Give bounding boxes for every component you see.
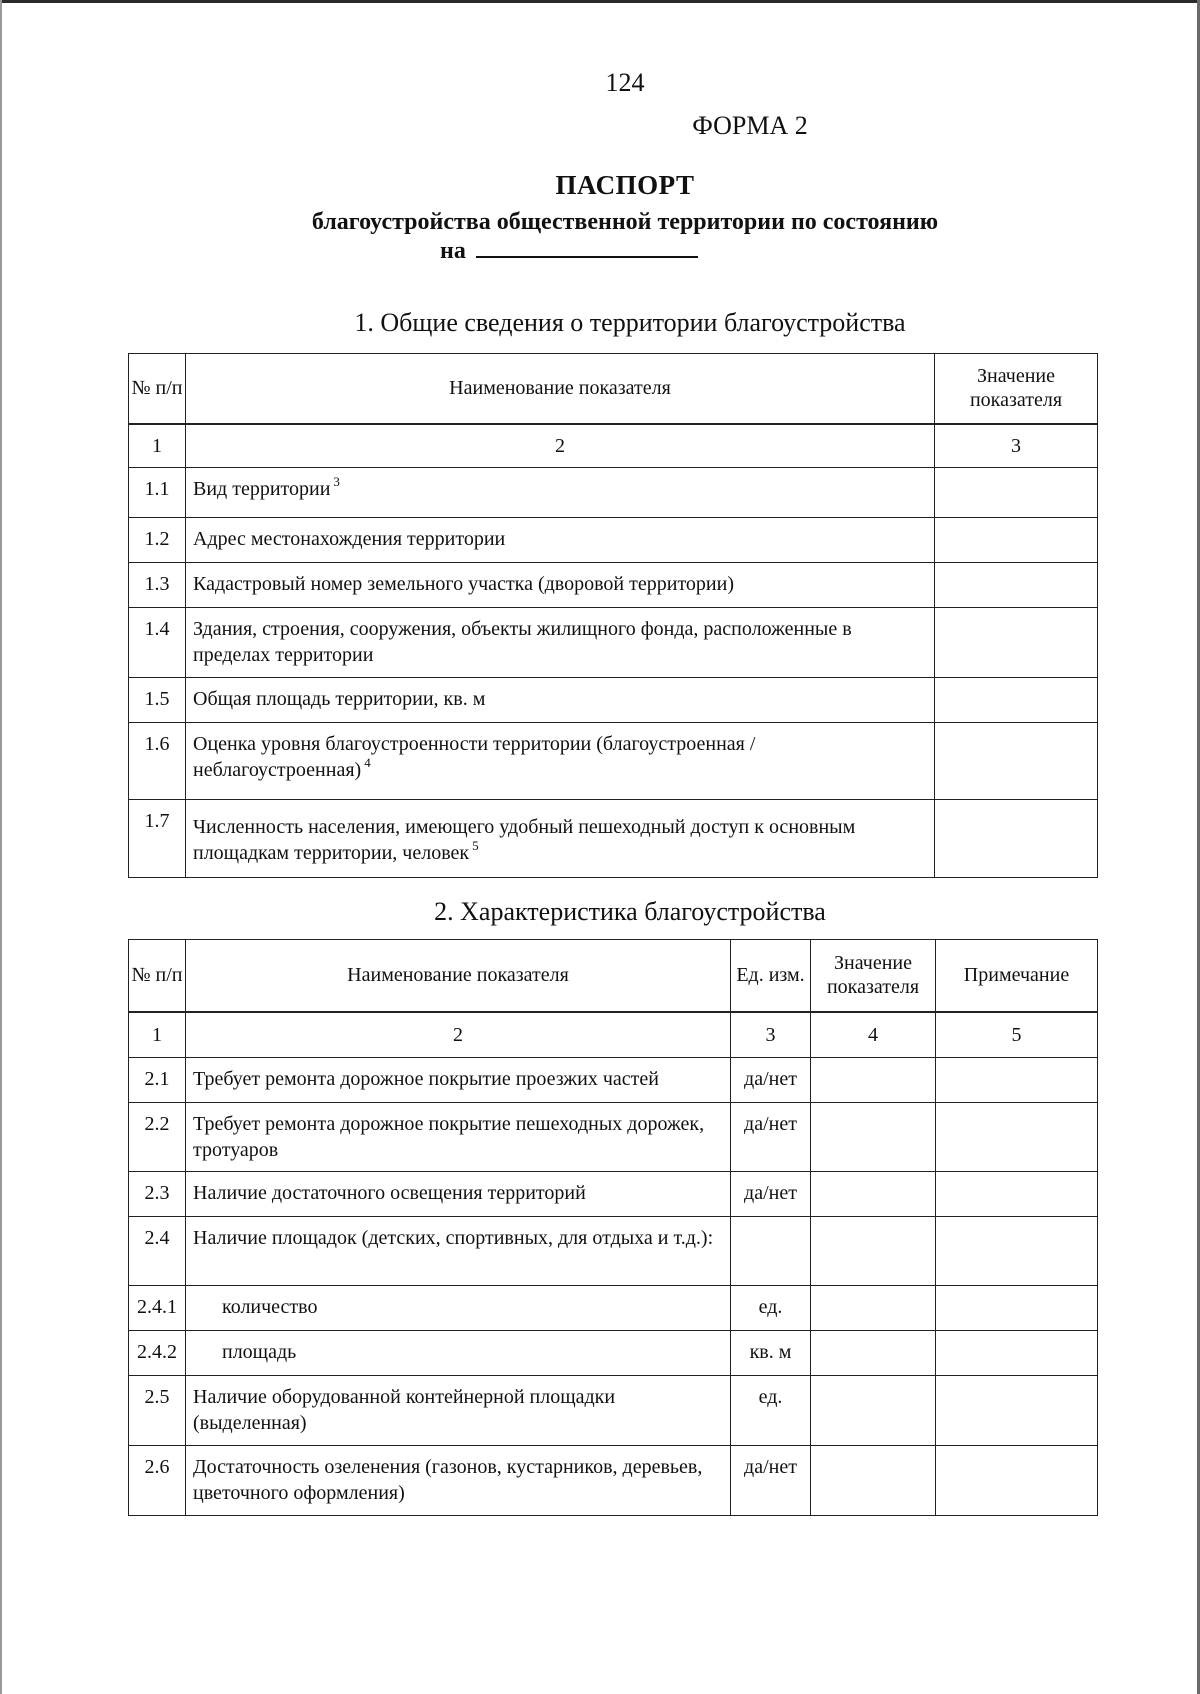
row-indicator: [186, 723, 935, 800]
date-prefix: на: [440, 238, 466, 264]
row-indicator: Наличие достаточного освещения территорий: [186, 1172, 731, 1217]
row-indicator: Требует ремонта дорожное покрытие проезжих частей: [186, 1058, 731, 1103]
row-number: 2.4: [129, 1217, 186, 1286]
value-cell[interactable]: [811, 1058, 936, 1103]
note-cell[interactable]: [936, 1331, 1098, 1376]
section2-title: 2. Характеристика благоустройства: [434, 897, 826, 926]
value-cell[interactable]: [811, 1446, 936, 1516]
value-cell[interactable]: [935, 608, 1098, 678]
table-row: [129, 608, 1098, 678]
row-number: 1.3: [129, 563, 186, 608]
characteristics-table: [128, 939, 1098, 1516]
scan-border-left: [0, 0, 2, 1694]
row-indicator: [186, 800, 935, 878]
footnote-mark: 4: [364, 755, 371, 770]
row-number: 2.2: [129, 1103, 186, 1172]
header-name: Наименование показателя: [186, 354, 935, 424]
row-number: 1.1: [129, 468, 186, 518]
row-indicator-text: Здания, строения, сооружения, объекты жилищного фонда, расположенные в пределах территории: [193, 618, 852, 666]
footnote-mark: 5: [472, 838, 479, 853]
table-row: [129, 563, 1098, 608]
row-indicator: [186, 518, 935, 563]
row-indicator-text: Общая площадь территории, кв. м: [193, 688, 486, 710]
page-number: 124: [605, 68, 645, 97]
note-cell[interactable]: [936, 1058, 1098, 1103]
row-number: 2.3: [129, 1172, 186, 1217]
row-unit: ед.: [731, 1376, 811, 1446]
row-indicator: Требует ремонта дорожное покрытие пешеходных дорожек, тротуаров: [186, 1103, 731, 1172]
note-cell[interactable]: [936, 1446, 1098, 1516]
row-indicator: [186, 563, 935, 608]
row-number: 2.4.1: [129, 1286, 186, 1331]
table-header-row: [129, 354, 1098, 424]
row-number: 1.7: [129, 800, 186, 878]
column-index: 3: [935, 424, 1098, 468]
row-number: 2.1: [129, 1058, 186, 1103]
document-title: ПАСПОРТ: [555, 170, 695, 200]
date-blank-line[interactable]: [476, 234, 698, 258]
value-cell[interactable]: [935, 723, 1098, 800]
value-cell[interactable]: [811, 1217, 936, 1286]
form-label: ФОРМА 2: [692, 111, 808, 140]
table-row: [129, 1058, 1098, 1103]
table-row: [129, 1217, 1098, 1286]
value-cell[interactable]: [935, 563, 1098, 608]
value-cell[interactable]: [811, 1331, 936, 1376]
column-index: 1: [129, 424, 186, 468]
header-unit: Ед. изм.: [731, 940, 811, 1012]
row-indicator: [186, 468, 935, 518]
row-indicator: количество: [186, 1286, 731, 1331]
note-cell[interactable]: [936, 1217, 1098, 1286]
value-cell[interactable]: [811, 1376, 936, 1446]
column-index-row: [129, 424, 1098, 468]
row-indicator: площадь: [186, 1331, 731, 1376]
value-cell[interactable]: [935, 678, 1098, 723]
row-indicator-text: Кадастровый номер земельного участка (дворовой территории): [193, 573, 734, 595]
table-row: [129, 1172, 1098, 1217]
column-index: 5: [936, 1012, 1098, 1058]
header-value: Значение показателя: [935, 354, 1098, 424]
header-note: Примечание: [936, 940, 1098, 1012]
table-row: [129, 1103, 1098, 1172]
value-cell[interactable]: [811, 1286, 936, 1331]
column-index: 4: [811, 1012, 936, 1058]
table-header-row: [129, 940, 1098, 1012]
row-number: 1.6: [129, 723, 186, 800]
value-cell[interactable]: [935, 518, 1098, 563]
row-number: 1.5: [129, 678, 186, 723]
column-index: 2: [186, 424, 935, 468]
row-indicator: Достаточность озеленения (газонов, кустарников, деревьев, цветочного оформления): [186, 1446, 731, 1516]
row-indicator-text: Адрес местонахождения территории: [193, 528, 506, 550]
row-number: 2.5: [129, 1376, 186, 1446]
document-subtitle: благоустройства общественной территории по состоянию: [311, 209, 939, 235]
note-cell[interactable]: [936, 1376, 1098, 1446]
table-row: [129, 518, 1098, 563]
row-indicator: Наличие площадок (детских, спортивных, для отдыха и т.д.):: [186, 1217, 731, 1286]
row-unit: да/нет: [731, 1446, 811, 1516]
row-indicator-text: Численность населения, имеющего удобный пешеходный доступ к основным площадкам территории, человек: [193, 816, 856, 864]
row-number: 1.4: [129, 608, 186, 678]
row-number: 2.4.2: [129, 1331, 186, 1376]
row-indicator: [186, 608, 935, 678]
column-index-row: [129, 1012, 1098, 1058]
section1-title: 1. Общие сведения о территории благоустройства: [354, 308, 906, 337]
table-row: [129, 1376, 1098, 1446]
date-line-row: [440, 234, 760, 265]
header-name: Наименование показателя: [186, 940, 731, 1012]
row-unit: да/нет: [731, 1103, 811, 1172]
note-cell[interactable]: [936, 1172, 1098, 1217]
column-index: 1: [129, 1012, 186, 1058]
value-cell[interactable]: [811, 1172, 936, 1217]
footnote-mark: 3: [333, 474, 340, 489]
header-num: № п/п: [129, 940, 186, 1012]
row-unit: [731, 1217, 811, 1286]
column-index: 3: [731, 1012, 811, 1058]
row-indicator: [186, 678, 935, 723]
table-row: [129, 723, 1098, 800]
scan-border-top: [0, 0, 1200, 3]
row-indicator-text: Оценка уровня благоустроенности территории (благоустроенная / неблагоустроенная): [193, 733, 756, 781]
row-unit: да/нет: [731, 1058, 811, 1103]
general-info-table: [128, 353, 1098, 878]
header-num: № п/п: [129, 354, 186, 424]
row-indicator-text: Вид территории: [193, 478, 331, 500]
value-cell[interactable]: [935, 468, 1098, 518]
column-index: 2: [186, 1012, 731, 1058]
table-row: [129, 1286, 1098, 1331]
table-row: [129, 1331, 1098, 1376]
table-row: [129, 800, 1098, 878]
row-unit: да/нет: [731, 1172, 811, 1217]
table-row: [129, 1446, 1098, 1516]
table-row: [129, 678, 1098, 723]
row-unit: ед.: [731, 1286, 811, 1331]
header-value: Значение показателя: [811, 940, 936, 1012]
note-cell[interactable]: [936, 1286, 1098, 1331]
row-number: 2.6: [129, 1446, 186, 1516]
value-cell[interactable]: [811, 1103, 936, 1172]
value-cell[interactable]: [935, 800, 1098, 878]
row-number: 1.2: [129, 518, 186, 563]
row-unit: кв. м: [731, 1331, 811, 1376]
row-indicator: Наличие оборудованной контейнерной площадки (выделенная): [186, 1376, 731, 1446]
table-row: [129, 468, 1098, 518]
note-cell[interactable]: [936, 1103, 1098, 1172]
